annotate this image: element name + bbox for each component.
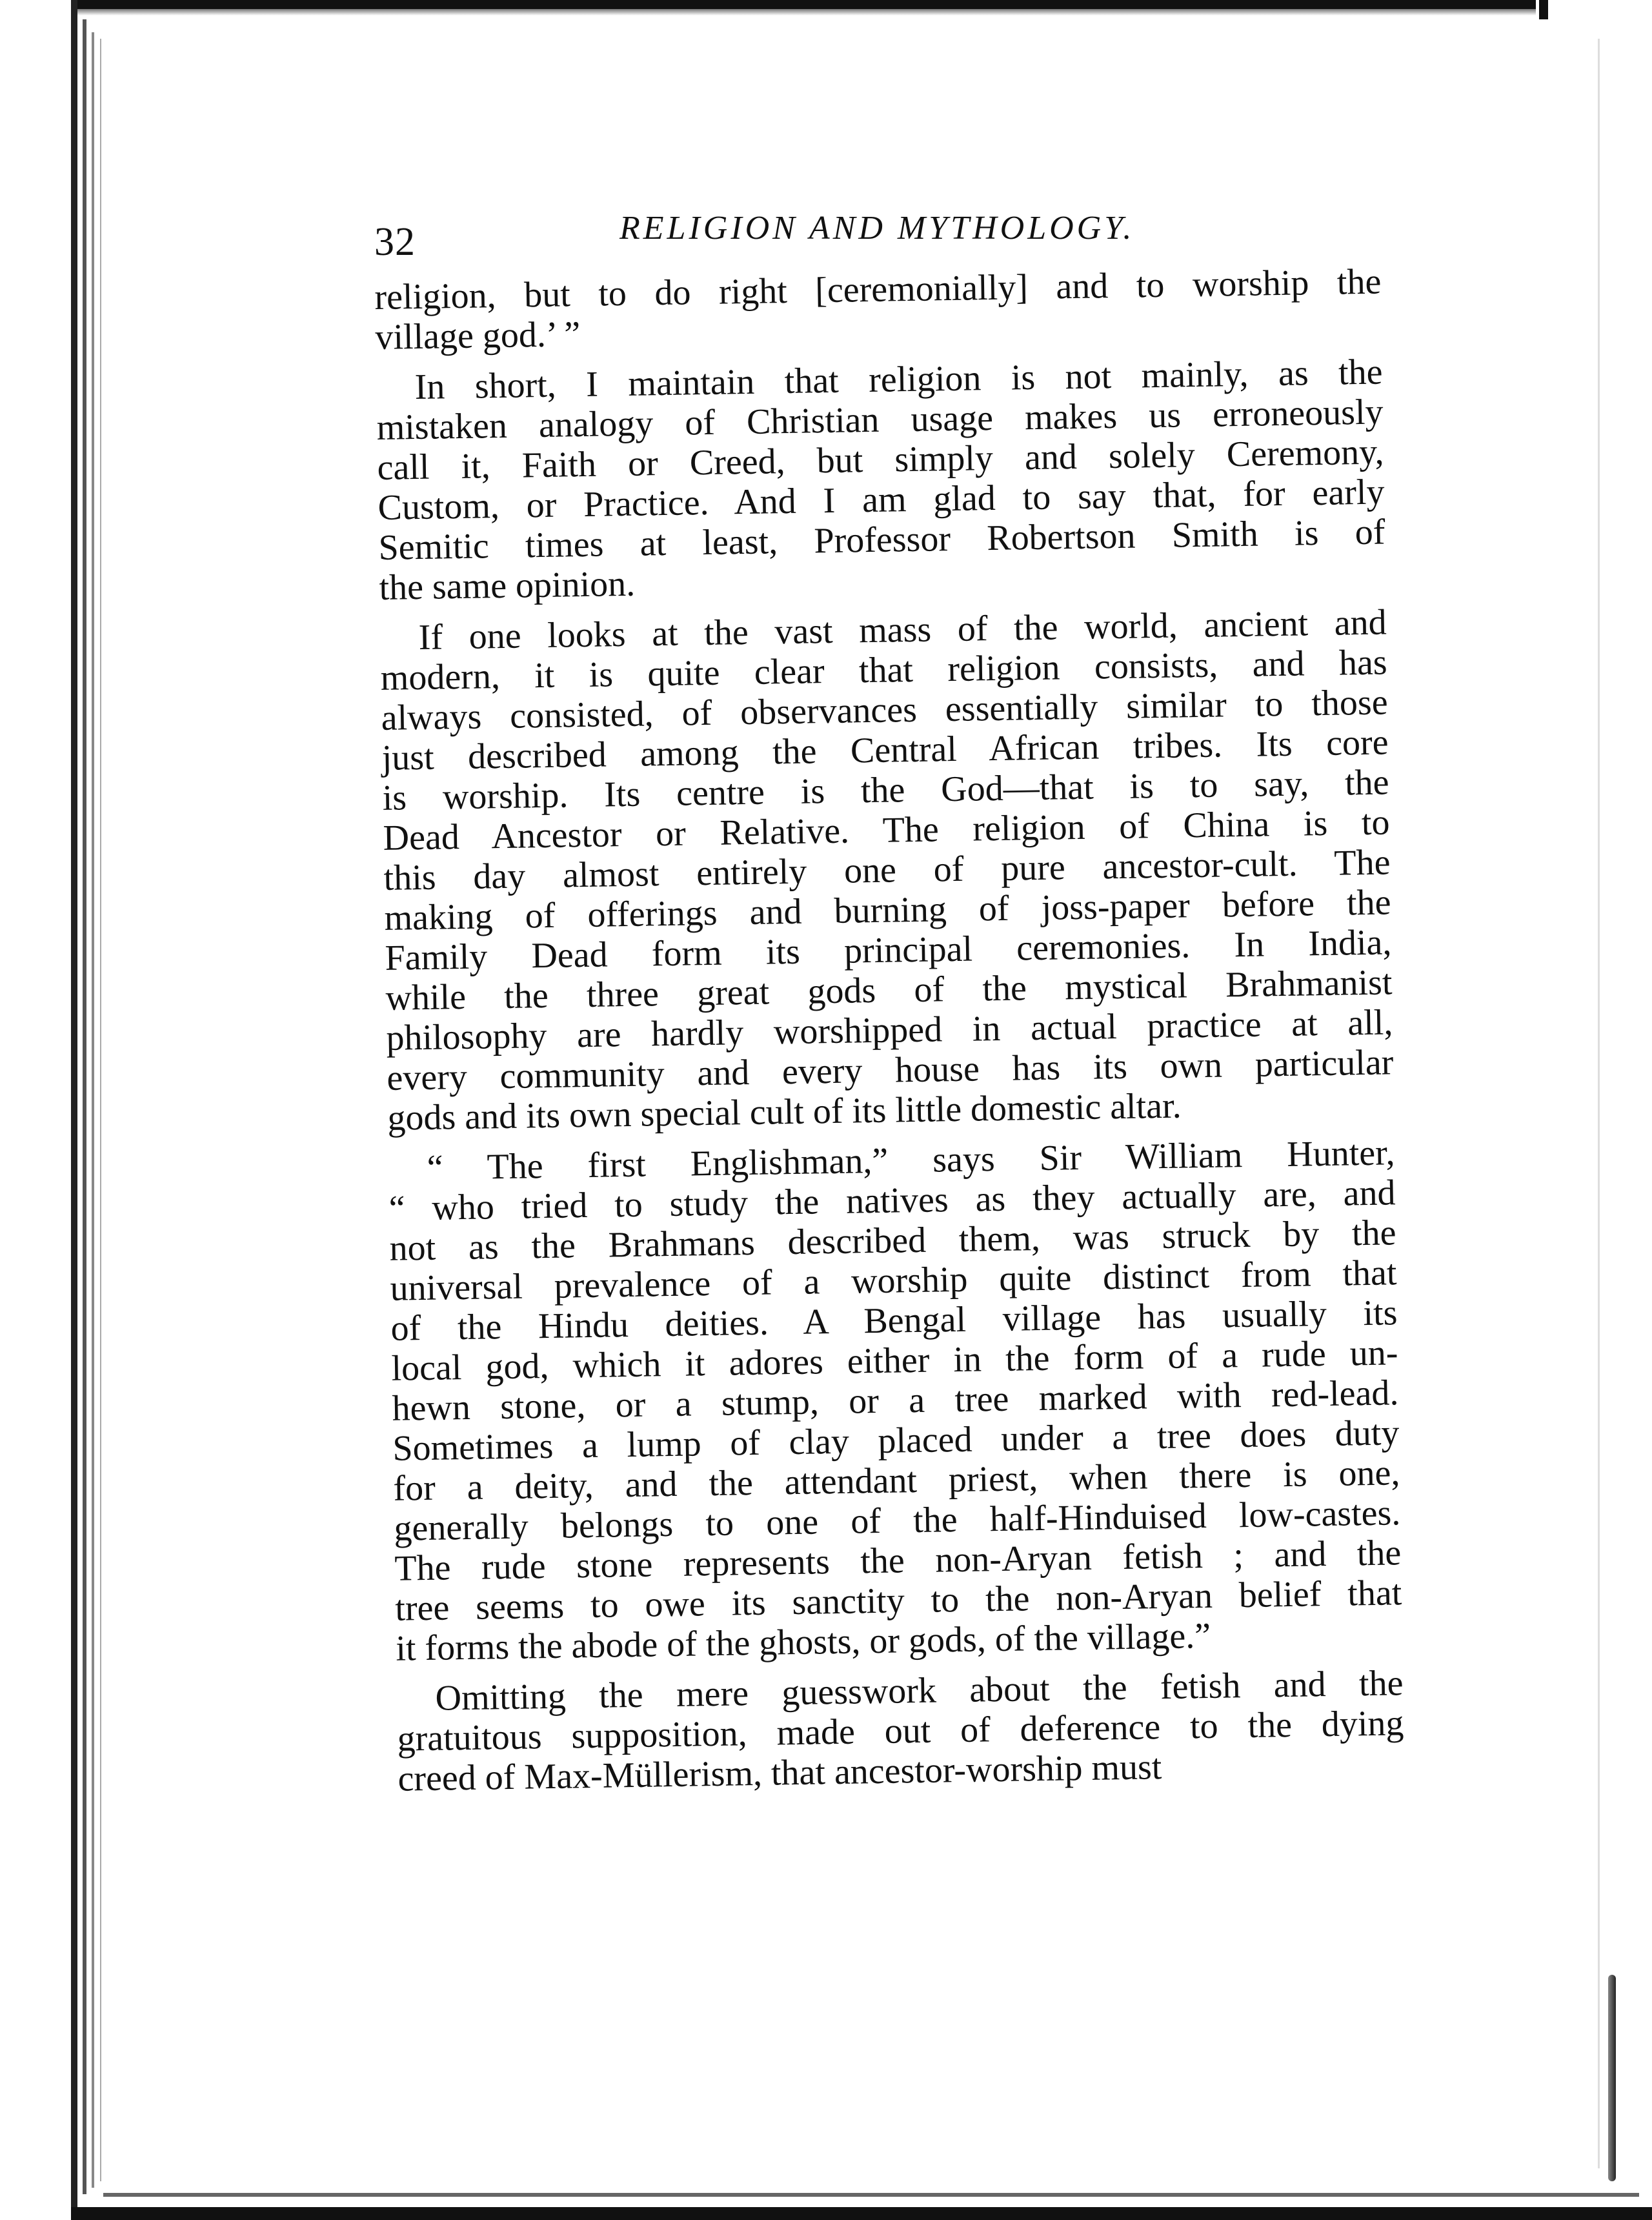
text-line: not as the Brahmans described them, was struck by the <box>389 1213 1396 1269</box>
text-line: always consisted, of observances essentially similar to those <box>381 682 1389 738</box>
text-line: of the Hindu deities. A Bengal village has usually its <box>390 1293 1398 1349</box>
paragraph <box>376 352 1386 607</box>
text-line: making of offerings and burning of joss-paper before the <box>384 882 1391 938</box>
body-text <box>374 261 1405 1799</box>
text-line: Custom, or Practice. And I am glad to say that, for early <box>378 472 1385 528</box>
page-header <box>374 194 1471 264</box>
paragraph <box>396 1663 1405 1799</box>
text-line: mistaken analogy of Christian usage makes us erroneously <box>376 392 1384 448</box>
text-line: “ The first Englishman,” says Sir William Hunter, <box>427 1133 1395 1188</box>
running-head: RELIGION AND MYTHOLOGY. <box>620 210 1135 247</box>
text-line: for a deity, and the attendant priest, when there is one, <box>392 1453 1400 1509</box>
text-line: Semitic times at least, Professor Robertson Smith is of <box>378 512 1385 568</box>
text-line: The rude stone represents the non-Aryan fetish ; and the <box>394 1533 1402 1589</box>
text-line: “ who tried to study the natives as they actually are, and <box>388 1173 1396 1229</box>
text-line: call it, Faith or Creed, but simply and solely Ceremony, <box>377 432 1384 488</box>
text-line: is worship. Its centre is the God—that is to say, the <box>382 762 1389 818</box>
text-line: it forms the abode of the ghosts, or gods, of the village.” <box>395 1615 1211 1669</box>
text-line: Sometimes a lump of clay placed under a tree does duty <box>392 1413 1400 1469</box>
text-line: Family Dead form its principal ceremonies. In India, <box>385 922 1392 978</box>
text-line: In short, I maintain that religion is not mainly, as the <box>414 352 1383 408</box>
text-line: gods and its own special cult of its little domestic altar. <box>387 1085 1182 1138</box>
page-number: 32 <box>374 220 416 264</box>
text-line: generally belongs to one of the half-Hinduised low-castes. <box>393 1493 1401 1549</box>
text-line: every community and every house has its own particular <box>387 1042 1394 1098</box>
text-line: village god.’ ” <box>374 314 581 358</box>
text-line: Omitting the mere guesswork about the fetish and the <box>435 1663 1404 1719</box>
text-line: gratuitous supposition, made out of deference to the dying <box>397 1703 1404 1759</box>
text-line: the same opinion. <box>379 563 636 608</box>
text-line: modern, it is quite clear that religion consists, and has <box>380 642 1388 698</box>
paragraph <box>388 1133 1402 1668</box>
text-line: Dead Ancestor or Relative. The religion of China is to <box>383 802 1390 858</box>
text-line: tree seems to owe its sanctity to the non-Aryan belief that <box>394 1573 1402 1629</box>
text-line: hewn stone, or a stump, or a tree marked with red-lead. <box>392 1373 1399 1429</box>
text-line: philosophy are hardly worshipped in actual practice at all, <box>386 1002 1393 1058</box>
text-line: universal prevalence of a worship quite distinct from that <box>390 1253 1397 1309</box>
text-line: If one looks at the vast mass of the world, ancient and <box>418 602 1387 658</box>
text-line: while the three great gods of the mystical Brahmanist <box>385 962 1393 1018</box>
text-line: creed of Max-Müllerism, that ancestor-worship must <box>398 1747 1162 1799</box>
paragraph <box>379 602 1394 1138</box>
text-line: this day almost entirely one of pure ancestor-cult. The <box>383 842 1391 898</box>
paragraph <box>374 261 1382 357</box>
text-line: religion, but to do right [ceremonially] and to worship the <box>374 261 1382 318</box>
text-line: local god, which it adores either in the form of a rude un- <box>391 1333 1398 1389</box>
text-line: just described among the Central African tribes. Its core <box>381 722 1389 778</box>
